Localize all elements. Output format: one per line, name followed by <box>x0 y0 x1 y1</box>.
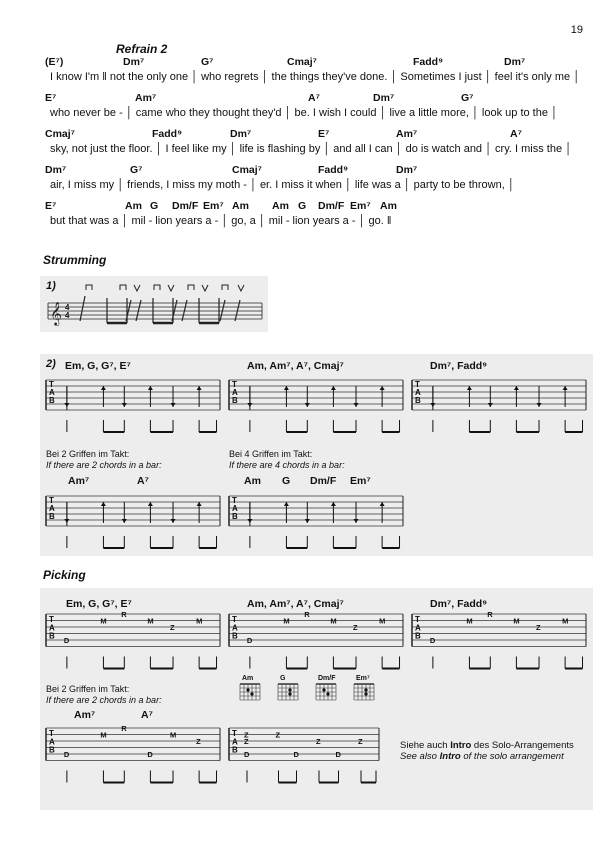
strum-arrow <box>354 519 359 523</box>
strum-arrow <box>331 386 336 390</box>
tab-clef-letter: B <box>232 511 238 521</box>
chord-symbol: G <box>150 200 159 212</box>
pick-finger: D <box>63 750 70 759</box>
chord-symbol: Fadd⁹ <box>152 128 183 140</box>
diagram-dot <box>288 688 291 691</box>
tab-clef-letter: T <box>232 496 237 506</box>
pick-finger: Z <box>244 730 249 740</box>
pick-finger: D <box>335 750 341 759</box>
strum-arrow <box>488 403 493 407</box>
tab-clef-letter: T <box>49 614 54 624</box>
svg-text:4: 4 <box>65 311 70 320</box>
chord-symbol: A⁷ <box>308 92 320 104</box>
diagram-dot <box>364 692 367 695</box>
chord-symbol: Dm⁷ <box>396 164 418 176</box>
tab-clef-letter: T <box>415 380 420 390</box>
pick-finger: M <box>330 616 337 626</box>
diagram-dot <box>364 688 367 691</box>
chord-symbol: Dm⁷ <box>230 128 252 140</box>
chord-symbol: E⁷ <box>45 200 57 212</box>
chord-symbol: Am <box>125 200 142 212</box>
pick-finger: R <box>487 610 493 619</box>
tab-clef-letter: B <box>415 395 421 405</box>
pick-finger: D <box>293 750 299 759</box>
pick-finger: M <box>100 730 107 740</box>
staff-notation <box>40 276 268 332</box>
tab-clef-letter: A <box>232 623 238 633</box>
tab-clef-letter: T <box>415 614 420 624</box>
note-two-chords-de: Bei 2 Griffen im Takt: <box>46 449 130 459</box>
strum-arrow <box>101 502 106 506</box>
picking-panel <box>40 588 593 810</box>
strum-arrow <box>171 403 176 407</box>
tab-clef-letter: B <box>232 745 238 755</box>
pick-finger: Z <box>275 730 281 740</box>
lyric-line: air, I miss my │ friends, I miss my moth - │ er. I miss it when │ life was a │ party to be thrown, │ <box>50 179 515 191</box>
strum-arrow <box>305 403 310 407</box>
chord-symbol: Cmaj⁷ <box>232 164 263 176</box>
chord-diagram-name: Dm/F <box>318 675 336 682</box>
strumming-example-2-panel <box>40 354 593 556</box>
picking-note-two-chords <box>46 684 162 706</box>
pick-finger: D <box>244 750 250 759</box>
chord-symbol: G⁷ <box>130 164 143 176</box>
strum-group-label: Dm⁷, Fadd⁹ <box>430 360 488 372</box>
chord-label: Am <box>244 475 261 487</box>
see-also-de: Siehe auch Intro des Solo-Arrangements <box>400 740 574 751</box>
strum-arrow <box>380 386 385 390</box>
pick-finger: D <box>246 636 253 645</box>
svg-text:𝄞: 𝄞 <box>50 303 62 325</box>
chord-symbol: Em⁷ <box>350 200 371 212</box>
strum-arrow <box>148 502 153 506</box>
strum-arrow <box>122 403 127 407</box>
note-four-chords-de: Bei 4 Griffen im Takt: <box>229 449 313 459</box>
chord-symbol: Am <box>272 200 289 212</box>
pick-finger: M <box>562 616 569 626</box>
chord-symbol: Dm⁷ <box>45 164 67 176</box>
tab-clef-letter: T <box>232 614 237 624</box>
chord-symbol: (E⁷) <box>45 56 64 68</box>
lyric-line: but that was a │ mil - lion years a - │ go, a │ mil - lion years a - │ go. ‖ <box>50 215 392 227</box>
chord-label: Dm/F <box>310 475 337 487</box>
tab-clef-letter: T <box>232 728 237 738</box>
chord-symbol: G⁷ <box>461 92 474 104</box>
example-1-number: 1) <box>46 280 56 292</box>
strum-group-label: Em, G, G⁷, E⁷ <box>65 360 131 372</box>
lyric-line: I know I'm ‖ not the only one │ who regrets │ the things they've done. │ Sometimes I just │ feel it's only me │ <box>50 71 581 83</box>
chord-symbol: Cmaj⁷ <box>287 56 318 68</box>
strumming-heading: Strumming <box>43 253 107 267</box>
strum-arrow <box>148 386 153 390</box>
strum-arrow <box>305 519 310 523</box>
strum-arrow <box>284 386 289 390</box>
chord-label: A⁷ <box>141 709 153 721</box>
chord-symbol: Am⁷ <box>135 92 157 104</box>
pick-finger: M <box>513 616 520 626</box>
strum-arrow <box>247 403 252 407</box>
chord-label: G <box>282 475 291 487</box>
strum-arrow <box>101 386 106 390</box>
pick-finger: D <box>147 750 153 759</box>
note-four-chords-en: If there are 4 chords in a bar: <box>229 460 345 470</box>
strum-arrow <box>514 386 519 390</box>
tab-clef-letter: A <box>415 623 421 633</box>
tab-clef-letter: A <box>49 388 55 397</box>
chord-symbol: Am <box>380 200 397 212</box>
lyric-line: sky, not just the floor. │ I feel like my │ life is flashing by │ and all I can │ do is watch and │ cry. I miss the │ <box>50 143 572 155</box>
chord-diagram-name: G <box>280 675 286 682</box>
tab-clef-letter: A <box>415 388 421 397</box>
see-also-note <box>400 740 574 762</box>
refrain-title: Refrain 2 <box>116 42 168 56</box>
tab-clef-letter: A <box>49 737 55 747</box>
tab-clef-letter: T <box>49 728 54 738</box>
strum-arrow <box>380 502 385 506</box>
chord-symbol: Fadd⁹ <box>413 56 444 68</box>
pick-finger: M <box>466 616 473 626</box>
tab-clef-letter: A <box>49 504 55 513</box>
chord-diagram-name: Am <box>242 675 254 682</box>
lyric-line: who never be - │ came who they thought they'd │ be. I wish I could │ live a little more, │ look up to the │ <box>50 107 558 119</box>
tab-clef-letter: B <box>232 631 238 641</box>
chord-symbol: Dm/F <box>318 200 345 212</box>
svg-text:4: 4 <box>65 303 70 312</box>
pick-finger: D <box>63 636 70 645</box>
chord-symbol: A⁷ <box>510 128 522 140</box>
pick-finger: R <box>121 610 127 619</box>
chord-symbol: Fadd⁹ <box>318 164 349 176</box>
tab-clef-letter: B <box>49 745 55 755</box>
strumming-example-1-panel <box>40 276 268 332</box>
strum-arrow <box>122 519 127 523</box>
tab-clef-letter: B <box>415 631 421 641</box>
chord-symbol: Cmaj⁷ <box>45 128 76 140</box>
pick-group-label: Am, Am⁷, A⁷, Cmaj⁷ <box>247 598 344 610</box>
strum-arrow <box>537 403 542 407</box>
strum-arrow <box>197 386 202 390</box>
chord-label: Em⁷ <box>350 475 371 487</box>
strum-arrow <box>563 386 568 390</box>
tab-clef-letter: B <box>49 395 55 405</box>
strum-arrow <box>64 519 69 523</box>
pick-finger: M <box>147 616 154 626</box>
tab-clef-letter: A <box>49 623 55 633</box>
diagram-dot <box>322 688 325 691</box>
strum-arrow <box>467 386 472 390</box>
tab-clef-letter: A <box>232 388 238 397</box>
pick-finger: M <box>100 616 107 626</box>
chord-label: Am⁷ <box>68 475 90 487</box>
chord-label: Am⁷ <box>74 709 96 721</box>
pick-finger: M <box>196 616 203 626</box>
page-number: 19 <box>570 24 583 36</box>
pick-group-label: Dm⁷, Fadd⁹ <box>430 598 488 610</box>
chord-symbol: Dm⁷ <box>123 56 145 68</box>
tab-clef-letter: A <box>232 737 238 747</box>
chord-symbol: E⁷ <box>45 92 57 104</box>
see-also-en: See also Intro of the solo arrangement <box>400 751 564 762</box>
chord-symbol: G <box>298 200 307 212</box>
chord-label: A⁷ <box>137 475 149 487</box>
note-four-chords <box>229 449 345 471</box>
pick-group-label: Em, G, G⁷, E⁷ <box>66 598 132 610</box>
chord-symbol: G⁷ <box>201 56 214 68</box>
note-two-chords <box>46 449 162 471</box>
pick-finger: D <box>429 636 436 645</box>
strum-arrow <box>284 502 289 506</box>
strum-arrow <box>171 519 176 523</box>
tab-clef-letter: A <box>232 504 238 513</box>
picking-heading: Picking <box>43 568 86 582</box>
tab-clef-letter: T <box>232 380 237 390</box>
diagram-dot <box>246 688 249 691</box>
pick-finger: M <box>283 616 290 626</box>
strum-arrow <box>247 519 252 523</box>
tab-clef-letter: B <box>49 631 55 641</box>
strum-group-label: Am, Am⁷, A⁷, Cmaj⁷ <box>247 360 344 372</box>
pick-finger: M <box>379 616 386 626</box>
pick-finger: Z <box>353 623 358 632</box>
diagram-dot <box>250 692 253 695</box>
picking-note-en: If there are 2 chords in a bar: <box>46 695 162 705</box>
chord-symbol: Dm⁷ <box>373 92 395 104</box>
tab-clef-letter: B <box>232 395 238 405</box>
strum-arrow <box>197 502 202 506</box>
chord-symbol: E⁷ <box>318 128 330 140</box>
pick-finger: R <box>304 610 310 619</box>
picking-note-de: Bei 2 Griffen im Takt: <box>46 684 130 694</box>
note-two-chords-en: If there are 2 chords in a bar: <box>46 460 162 470</box>
chord-symbol: Em⁷ <box>203 200 224 212</box>
pick-finger: M <box>170 730 177 740</box>
tab-clef-letter: B <box>49 511 55 521</box>
pick-finger: Z <box>170 623 175 632</box>
pick-finger: Z <box>196 737 201 746</box>
chord-symbol: Am⁷ <box>396 128 418 140</box>
pick-finger: Z <box>358 737 363 746</box>
tab-clef-letter: T <box>49 380 54 390</box>
diagram-dot <box>326 692 329 695</box>
diagram-dot <box>288 692 291 695</box>
chord-symbol: Dm/F <box>172 200 199 212</box>
tab-clef-letter: T <box>49 496 54 506</box>
pick-finger: Z <box>244 737 249 746</box>
strum-arrow <box>430 403 435 407</box>
chord-diagram-name: Em⁷ <box>356 675 370 682</box>
strum-arrow <box>64 403 69 407</box>
chord-symbol: Dm⁷ <box>504 56 526 68</box>
pick-finger: R <box>121 724 127 733</box>
chord-symbol: Am <box>232 200 249 212</box>
pick-finger: Z <box>316 737 321 746</box>
example-2-number: 2) <box>46 358 56 370</box>
pick-finger: Z <box>536 623 541 632</box>
strum-arrow <box>331 502 336 506</box>
strum-arrow <box>354 403 359 407</box>
